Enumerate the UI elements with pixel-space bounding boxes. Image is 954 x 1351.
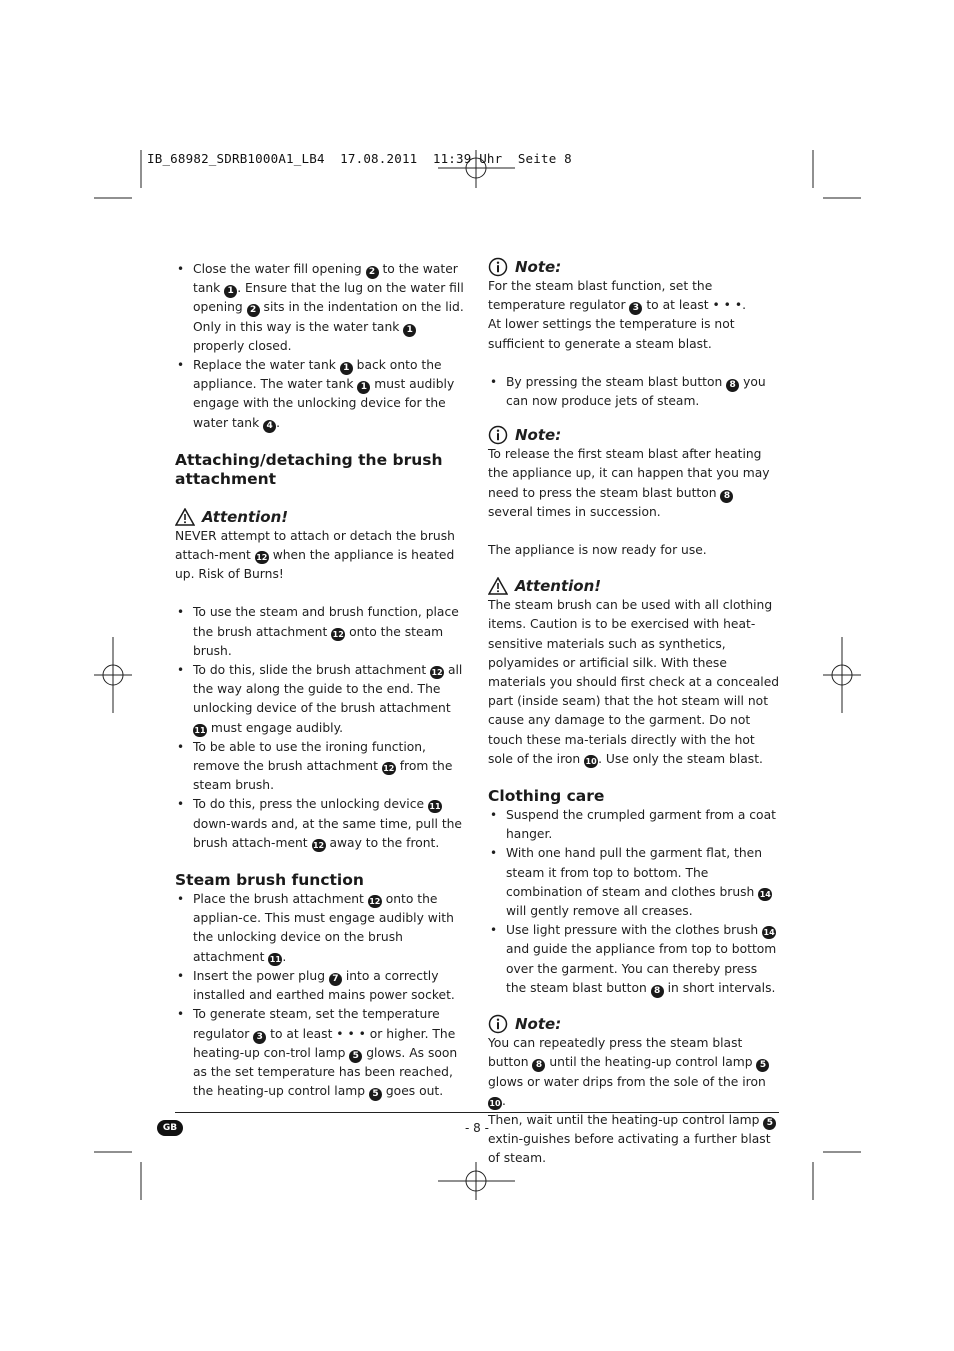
page-number: - 8 -: [465, 1121, 489, 1135]
part-number-badge: 14: [759, 889, 771, 899]
attention-text-2: The steam brush can be used with all clothing items. Caution is to be exercised with heat-sensitive materials such as synthetics, polyamides or artificial silk. With these materials you should first check at a concealed part (inside seam) that the hot steam will not cause any damage to the garment. Do not touch these ma-terials directly with the hot sole of the iron 10. Use only the steam blast.: [488, 598, 780, 766]
attention-heading: [175, 507, 467, 527]
part-number-badge: 8: [532, 1059, 545, 1072]
list-item: • Insert the power plug 7 into a correctly installed and earthed mains power socket.: [175, 967, 467, 1005]
part-number-badge: 11: [269, 954, 281, 964]
list-item: • To use the steam and brush function, place the brush attachment 12 onto the steam brush.: [175, 603, 467, 661]
info-icon: [488, 425, 508, 445]
part-number-badge: 1: [403, 324, 416, 337]
part-number-badge: 5: [756, 1059, 769, 1072]
note-heading-2: [488, 425, 780, 445]
part-number-badge: 2: [366, 266, 379, 279]
info-icon: [488, 257, 508, 277]
part-number-badge: 1: [224, 285, 237, 298]
attention-heading-2: [488, 576, 780, 596]
attention-title: Attention!: [202, 507, 289, 526]
note-paragraph: For the steam blast function, set the temperature regulator 3 to at least • • •.: [488, 279, 746, 314]
list-item: • Replace the water tank 1 back onto the appliance. The water tank 1 must audibly engage with the unlocking device for the water tank 4 .: [175, 356, 467, 433]
list-item: • To do this, press the unlocking device 11 down-wards and, at the same time, pull the brush attach-ment 12 away to the front.: [175, 795, 467, 853]
warning-icon: [488, 577, 508, 595]
part-number-badge: 11: [429, 802, 441, 812]
footer-rule: [175, 1112, 779, 1113]
part-number-badge: 2: [247, 304, 260, 317]
note-body: [488, 277, 780, 354]
part-number-badge: 8: [720, 490, 733, 503]
part-number-badge: 10: [489, 1098, 501, 1108]
blast-bullets: [488, 373, 780, 411]
part-number-badge: 12: [431, 668, 443, 678]
list-item: • To do this, slide the brush attachment 12 all the way along the guide to the end. The unlocking device of the brush attachment 11 must engage audibly.: [175, 661, 467, 738]
info-icon: [488, 1014, 508, 1034]
section-heading-steam: Steam brush function: [175, 871, 364, 890]
note-heading-3: [488, 1014, 780, 1034]
part-number-badge: 3: [253, 1031, 266, 1044]
part-number-badge: 12: [332, 629, 344, 639]
part-number-badge: 3: [629, 302, 642, 315]
section-heading-attach: Attaching/detaching the brush attachment: [175, 450, 443, 488]
part-number-badge: 5: [763, 1117, 776, 1130]
part-number-badge: 11: [194, 725, 206, 735]
part-number-badge: 8: [726, 379, 739, 392]
note-body-2: To release the first steam blast after heating the appliance up, it can happen that you may need to press the steam blast button 8 several times in succession.: [488, 447, 770, 519]
country-badge: GB: [157, 1120, 183, 1136]
ready-text: The appliance is now ready for use.: [488, 543, 707, 558]
intro-bullets: [175, 260, 467, 433]
part-number-badge: 8: [651, 985, 664, 998]
note-title: Note:: [515, 1015, 562, 1034]
list-item: • Suspend the crumpled garment from a coat hanger.: [488, 806, 780, 844]
part-number-badge: 12: [369, 897, 381, 907]
attention-title: Attention!: [515, 577, 602, 596]
note-body-3: [488, 1034, 780, 1168]
list-item: • To be able to use the ironing function, remove the brush attachment 12 from the steam brush.: [175, 738, 467, 796]
left-column: [175, 260, 467, 1101]
note-paragraph: You can repeatedly press the steam blast button 8 until the heating-up control lamp 5 glows or water drips from the sole of the iron 10.: [488, 1034, 780, 1111]
warning-icon: [175, 508, 195, 526]
list-item: • Close the water fill opening 2 to the water tank 1 . Ensure that the lug on the water fill opening 2 sits in the indentation on the lid. Only in this way is the water tank 1 properly closed.: [175, 260, 467, 356]
note-paragraph: Then, wait until the heating-up control lamp 5 extin-guishes before activating a further blast of steam.: [488, 1111, 780, 1169]
part-number-badge: 7: [329, 973, 342, 986]
steam-bullets: [175, 890, 467, 1101]
print-slug: IB_68982_SDRB1000A1_LB4 17.08.2011 11:39 Uhr Seite 8: [147, 151, 572, 166]
part-number-badge: 1: [340, 362, 353, 375]
list-item: • By pressing the steam blast button 8 you can now produce jets of steam.: [488, 373, 780, 411]
note-paragraph: At lower settings the temperature is not sufficient to generate a steam blast.: [488, 317, 735, 351]
list-item: • To generate steam, set the temperature regulator 3 to at least • • • or higher. The heating-up con-trol lamp 5 glows. As soon as the set temperature has been reached, the heating-up control lamp 5 goes out.: [175, 1005, 467, 1101]
section-heading-clothing: Clothing care: [488, 787, 605, 806]
note-title: Note:: [515, 426, 562, 445]
list-item: • Place the brush attachment 12 onto the applian-ce. This must engage audibly with the unlocking device on the brush attachment 11.: [175, 890, 467, 967]
part-number-badge: 4: [263, 420, 276, 433]
list-item: • With one hand pull the garment flat, then steam it from top to bottom. The combination of steam and clothes brush 14 will gently remove all creases.: [488, 844, 780, 921]
part-number-badge: 12: [383, 764, 395, 774]
part-number-badge: 1: [357, 381, 370, 394]
list-item: • Use light pressure with the clothes brush 14 and guide the appliance from top to bottom over the garment. You can thereby press the steam blast button 8 in short intervals.: [488, 921, 780, 998]
part-number-badge: 12: [256, 553, 268, 563]
part-number-badge: 12: [312, 840, 325, 850]
part-number-badge: 14: [763, 928, 775, 938]
attach-bullets: [175, 603, 467, 853]
note-heading: [488, 257, 780, 277]
right-column: [488, 257, 780, 1169]
part-number-badge: 10: [585, 756, 597, 766]
part-number-badge: 5: [349, 1050, 362, 1063]
attention-text: NEVER attempt to attach or detach the brush attach-ment 12 when the appliance is heated up. Risk of Burns!: [175, 528, 455, 582]
note-title: Note:: [515, 258, 562, 276]
clothing-bullets: [488, 806, 780, 998]
part-number-badge: 5: [369, 1088, 382, 1101]
